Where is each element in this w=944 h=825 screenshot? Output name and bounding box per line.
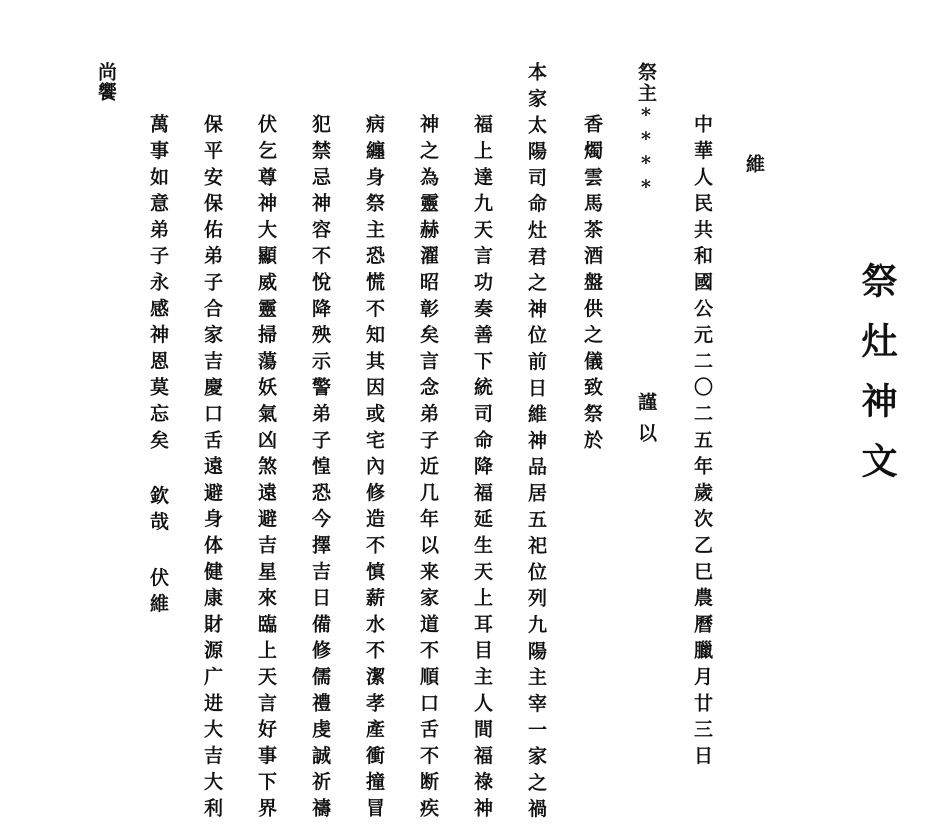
- body-column-2: 福上達九天言功奏善下統司命降福延生天上耳目主人間福祿神: [471, 114, 493, 825]
- jizhu-line: 祭主****: [635, 62, 657, 200]
- date-line: 中華人民共和國公元二〇二五年歲次乙巳農曆臘月廿三日: [691, 114, 713, 772]
- body-column-7: 保平安保佑弟子合家吉慶口舌遠避身体健康財源广进大吉大利: [201, 114, 223, 825]
- body-column-1: 本家太陽司命灶君之神位前日維神品居五祀位列九陽主宰一家之禍: [525, 62, 547, 825]
- wei-marker: 維: [743, 154, 765, 173]
- body-column-4: 病纏身祭主恐慌不知其因或宅內修造不慎薪水不潔孝產衝撞冒: [363, 114, 385, 825]
- closing-text: 尚饗: [95, 62, 117, 102]
- body-column-3: 神之為靈赫濯昭彰矣言念弟子近几年以来家道不順口舌不断疾: [417, 114, 439, 825]
- title: 祭灶神文: [856, 262, 898, 502]
- body-column-5: 犯禁忌神容不悅降殃示警弟子惶恐今擇吉日備修儒禮虔誠祈禱: [309, 114, 331, 825]
- jinyi-text: 謹以: [635, 392, 657, 454]
- offering-line: 香燭雲馬茶酒盤供之儀致祭於: [581, 114, 603, 456]
- body-column-6: 伏乞尊神大顯威靈掃蕩妖氣凶煞遠避吉星來臨上天言好事下界: [255, 114, 277, 825]
- body-column-8: 萬事如意弟子永感神恩莫忘矣 欽哉 伏維: [147, 114, 169, 620]
